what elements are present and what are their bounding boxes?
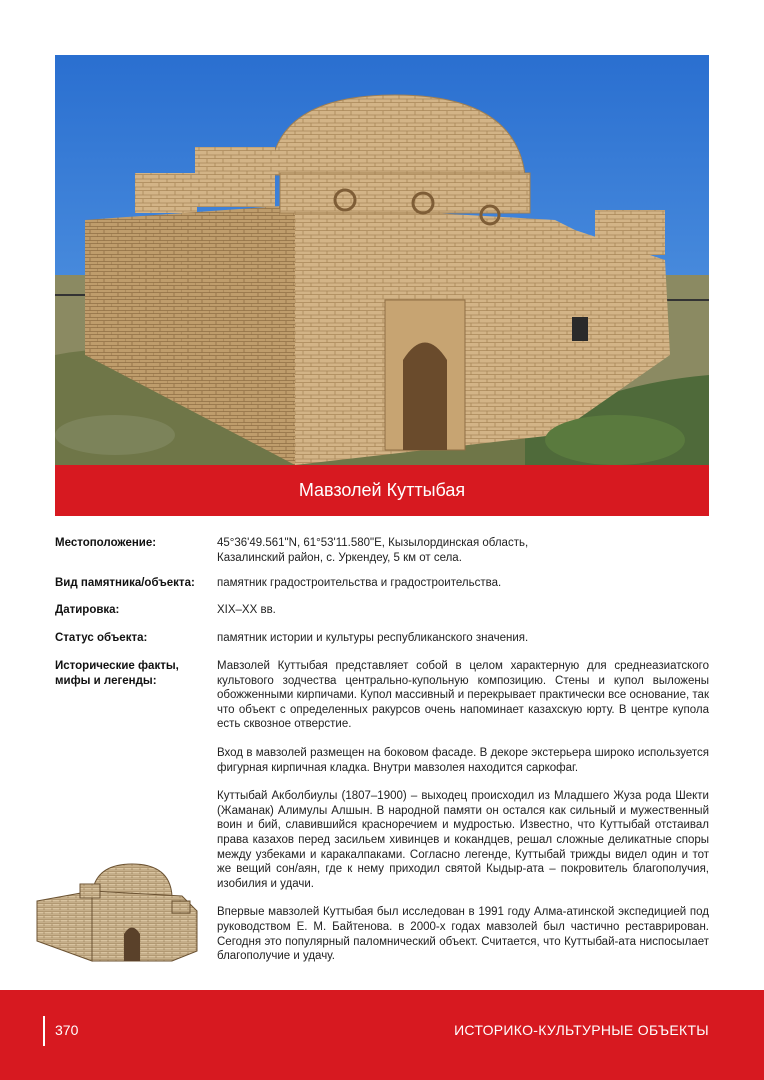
history-text [217, 659, 709, 978]
label-line: мифы и легенды: [55, 674, 157, 687]
history-paragraph: Мавзолей Куттыбая представляет собой в целом характерную для среднеазиатского культового зодчества центрально-купольную композицию. Стены и купол выложены обожженными кирпичами. Купол массивный и перекрывает практически все основание, так что объект с определенных ракурсов очень напоминает казахскую юрту. В центре купола есть сквозное отверстие. [217, 660, 709, 731]
history-paragraph: Впервые мавзолей Куттыбая был исследован в 1991 году Алма-атинской экспедицией под руководством Е. М. Байтенова. в 2000-х годах мавзолей был частично реставрирован. Сегодня это популярный паломнический объект. Считается, что Куттыбай-ата ниспосылает благополучие и удачу. [217, 906, 709, 963]
history-paragraph: Куттыбай Акболбиулы (1807–1900) – выходец происходил из Младшего Жуза рода Шекти (Жаманак) Алимулы Алшын. В народной памяти он остался как сильный и мужественный воин и бий, славившийся красноречием и мудростью. Известно, что Куттыбай отстаивал права казахов перед засильем хивинцев и кокандцев, решал сложные деликатные споры между узбеками и каракалпаками. Согласно легенде, Куттыбай трижды видел один и тот же вещий сон/аян, где к нему приходил святой Кыдыр-ата – покровитель благополучия, изобилия и удачи. [217, 790, 709, 890]
footer-divider [43, 1016, 45, 1046]
label-line: Исторические факты, [55, 660, 179, 672]
photo-caption-bar [55, 465, 709, 516]
field-value: XIX–XX вв. [217, 604, 276, 616]
field-label [55, 659, 215, 688]
value-line: Казалинский район, с. Уркендеу, 5 км от села. [217, 551, 462, 564]
field-label: Вид памятника/объекта: [55, 577, 195, 589]
mausoleum-sketch [32, 856, 202, 966]
value-line: 45°36'49.561"N, 61°53'11.580"E, Кызылординская область, [217, 537, 529, 549]
field-label: Датировка: [55, 604, 120, 616]
page-footer [0, 990, 764, 1080]
mausoleum-sketch-icon [32, 856, 202, 966]
monument-title: Мавзолей Куттыбая [298, 480, 466, 500]
mausoleum-illustration [55, 55, 709, 465]
field-value [217, 536, 709, 565]
page-number: 370 [55, 1022, 79, 1038]
history-paragraph: Вход в мавзолей размещен на боковом фасаде. В декоре экстерьера широко используется фигурная кирпичная кладка. Внутри мавзолея находится саркофаг. [217, 746, 709, 774]
section-title: ИСТОРИКО-КУЛЬТУРНЫЕ ОБЪЕКТЫ [454, 1022, 709, 1038]
field-value: памятник градостроительства и градостроительства. [217, 577, 502, 589]
field-label: Местоположение: [55, 537, 157, 549]
field-value: памятник истории и культуры республиканского значения. [217, 632, 529, 644]
field-label: Статус объекта: [55, 632, 148, 644]
mausoleum-photo [55, 55, 709, 465]
